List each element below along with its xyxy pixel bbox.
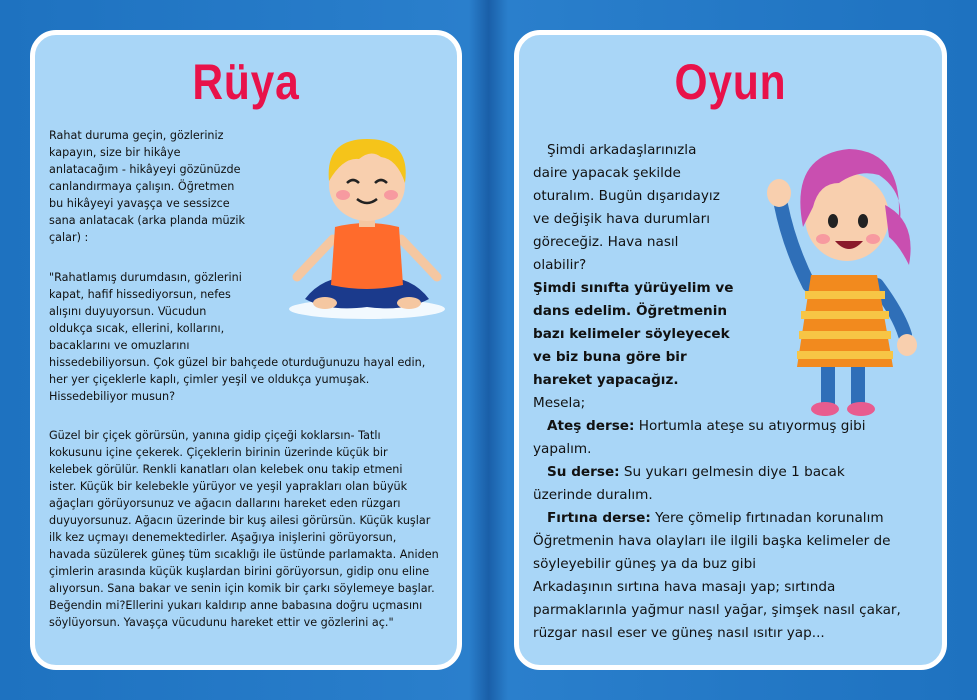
intro-paragraph: Rahat duruma geçin, gözleriniz kapayın, size bir hikâye anlatacağım - hikâyeyi gözünüzde canlandırmaya çalışın. Öğretmen bu hikâyeyi yavaşça ve sessizce sana anlatacak (arka planda müzik çalar) :: [49, 129, 246, 244]
example-label: Mesela;: [533, 395, 586, 411]
card-ruya: [30, 30, 462, 670]
waving-girl-illustration: [759, 135, 934, 425]
card-oyun: [514, 30, 947, 670]
card-title: Oyun: [674, 54, 787, 110]
fire-example: Ateş derse: Hortumla ateşe su atıyormuş gibi: [547, 418, 866, 434]
card-title: Rüya: [192, 54, 300, 110]
story-paragraph-2: Güzel bir çiçek görürsün, yanına gidip çiçeği koklarsın- Tatlı kokusunu içine çekerek. Çiçeklerin birinin üzerinde küçük bir kelebek görülür. Renkli kanatları olan kelebek onu takip etmeni ister. Küçük bir kelebekle yürüyor ve yeşil yaprakları olan büyük ağaçları görüyorsunuz ve ağacın dallarını hareket eden rüzgarı duyuyorsunuz. Ağacın üzerinde bir kuş ailesi görürsün. Küçük kuşlar ilk kez uçmayı denemektedirler. Aşağıya inişlerini görüyorsun, havada süzülerek güneş tüm sıcaklığı ile üstünde parlamakta. Aniden çimlerin arasında küçük kuşlardan birini görüyorsun, gidip onu eline alıyorsun. Sana bakar ve senin için komik bir çarkı söylemeye başlar. Beğendin mi?Ellerini yukarı kaldırıp anne babasına doğru uçmasını söylüyorsun. Yavaşça vücudunu hareket ettir ve gözlerini aç.": [49, 429, 439, 629]
examples-section: Mesela; Ateş derse: Hortumla ateşe su atıyormuş gibi yapalım. Su derse: Su yukarı gelmesin diye 1 bacak üzerinde duralım. Fırtına derse: Yere çömelip fırtınadan korunalım Öğretmenin hava olayları ile ilgili başka kelimeler de söyleyebilir güneş ya da buz gibi Arkadaşının sırtına hava masajı yap; sırtında parmaklarınla yağmur nasıl yağar, şimşek nasıl çakar, rüzgar nasıl eser ve güneş nasıl ısıtır yap...: [533, 392, 901, 645]
water-example: Su derse: Su yukarı gelmesin diye 1 bacak: [547, 464, 845, 480]
intro-paragraph: Şimdi arkadaşlarınızla daire yapacak şekilde oturalım. Bugün dışarıdayız ve değişik hava durumları göreceğiz. Hava nasıl olabilir?: [533, 142, 720, 273]
story-paragraph-1: "Rahatlamış durumdasın, gözlerini kapat, hafif hissediyorsun, nefes alışını duyuyorsun. Vücudun oldukça sıcak, ellerini, kollarını, bacaklarını ve omuzlarını hissedebiliyorsun. Çok güzel bir bahçede oturduğunuzu hayal edin, her yer çiçeklerle kaplı, çimler yeşil ve oldukça yumuşak. Hissedebiliyor musun?: [49, 271, 426, 403]
instruction-paragraph: Şimdi sınıfta yürüyelim ve dans edelim. Öğretmenin bazı kelimeler söyleyecek ve biz buna göre bir hareket yapacağız.: [533, 280, 734, 388]
storm-example: Fırtına derse: Yere çömelip fırtınadan korunalım: [547, 510, 884, 526]
